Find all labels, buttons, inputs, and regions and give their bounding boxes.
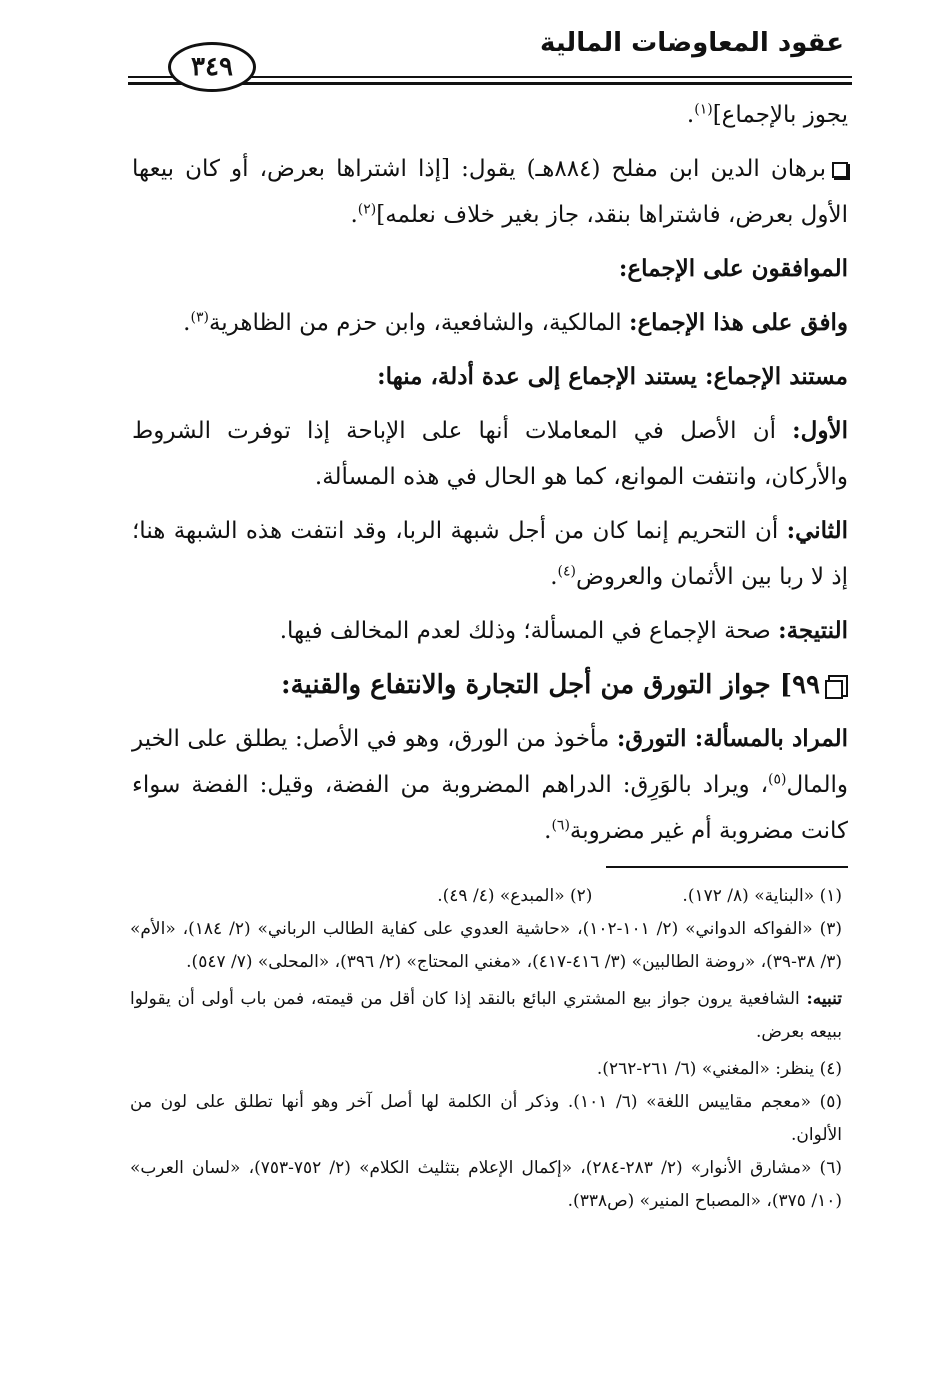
text: صحة الإجماع في المسألة؛ وذلك لعدم المخالف فيها. (279, 618, 779, 644)
text: . (350, 202, 358, 228)
footnote-row (130, 880, 842, 913)
term: التورق: (616, 725, 695, 752)
footnote-5: (٥) «معجم مقاييس اللغة» (٦/ ١٠١). وذكر أن الكلمة لها أصل آخر وهو أنها تطلق على لون من الألوان. (130, 1092, 842, 1145)
footnote-ref[interactable]: (٦) (551, 817, 570, 834)
text: . (550, 564, 558, 590)
lead: الأول: (792, 417, 848, 444)
text: أن الأصل في المعاملات أنها على الإباحة إذا توفرت الشروط والأركان، وانتفت الموانع، كما هو الحال في هذه المسألة. (132, 418, 848, 490)
book-icon (828, 675, 848, 697)
footnote-3: (٣) «الفواكه الدواني» (٢/ ١٠١-١٠٢)، «حاشية العدوي على كفاية الطالب الرباني» (٢/ ١٨٤)، «الأم» (٣/ ٣٨-٣٩)، «روضة الطالبين» (٣/ ٤١٦-٤١٧)، «مغني المحتاج» (٢/ ٣٩٦)، «المحلى» (٧/ ٥٤٧). (130, 919, 842, 972)
section-heading (132, 662, 848, 708)
paragraph-result (132, 608, 848, 654)
footnotes (130, 880, 842, 1218)
lead: وافق على هذا الإجماع: (628, 309, 848, 336)
footnote-4: (٤) ينظر: «المغني» (٦/ ٢٦١-٢٦٢). (596, 1059, 842, 1079)
footnote-1: (١) «البناية» (٨/ ١٧٢). (682, 886, 842, 906)
paragraph-second-evidence (132, 508, 848, 600)
text: المالكية، والشافعية، وابن حزم من الظاهرية (208, 310, 629, 336)
heading-agreeing: الموافقون على الإجماع: (618, 255, 848, 282)
note-lead: تنبيه: (806, 989, 842, 1009)
book-title: عقود المعاوضات المالية (540, 28, 844, 58)
note-text: الشافعية يرون جواز بيع المشتري البائع بالنقد إذا كان أقل من قيمته، فمن باب أولى أن يقولوا ببيعه بعرض. (130, 989, 842, 1042)
footnote-separator (606, 866, 848, 868)
paragraph-first-evidence (132, 408, 848, 500)
text: يجوز بالإجماع] (712, 102, 848, 128)
paragraph-meaning (132, 716, 848, 854)
heading-basis: مستند الإجماع: يستند الإجماع إلى عدة أدلة، منها: (377, 363, 848, 390)
text: . (183, 310, 191, 336)
text: مأخوذ من الورق، وهو في الأصل: يطلق على الخير والمال (132, 726, 848, 798)
lead: المراد بالمسألة: (694, 725, 849, 752)
footnote-ref[interactable]: (٤) (557, 563, 577, 580)
main-text (132, 92, 848, 854)
paragraph-consensus-end (132, 92, 848, 138)
text: . (686, 102, 695, 128)
page-number: ٣٤٩ (168, 42, 256, 92)
footnote-ref[interactable]: (١) (694, 101, 713, 118)
footnote-6: (٦) «مشارق الأنوار» (٢/ ٢٨٣-٢٨٤)، «إكمال الإعلام بتثليث الكلام» (٢/ ٧٥٢-٧٥٣)، «لسان العرب» (١٠/ ٣٧٥)، «المصباح المنير» (ص٣٣٨). (130, 1158, 842, 1211)
paragraph-ibn-muflih (132, 146, 848, 238)
text: أن التحريم إنما كان من أجل شبهة الربا، وقد انتفت هذه الشبهة هنا؛ إذ لا ربا بين الأثمان والعروض (132, 518, 848, 590)
paragraph-agreeing (132, 300, 848, 346)
footnote-ref[interactable]: (٥) (768, 771, 787, 788)
footnote-2: (٢) «المبدع» (٤/ ٤٩). (437, 886, 593, 906)
lead: الثاني: (786, 517, 848, 544)
text: برهان الدين ابن مفلح (٨٨٤هـ) يقول: [إذا اشتراها بعرض، أو كان بيعها الأول بعرض، فاشتراها بنقد، جاز بغير خلاف نعلمه] (132, 156, 848, 228)
lead: النتيجة: (778, 617, 848, 644)
footnote-note (130, 983, 842, 1049)
text: . (544, 818, 552, 844)
checkbox-icon (832, 162, 848, 178)
text: ، ويراد بالوَرِق: الدراهم المضروبة من الفضة، وقيل: الفضة سواء كانت مضروبة أم غير مضروبة (132, 772, 848, 844)
page-header (128, 20, 852, 90)
section-title: ٩٩] جواز التورق من أجل التجارة والانتفاع والقنية: (281, 670, 820, 700)
footnote-ref[interactable]: (٢) (357, 201, 377, 218)
footnote-ref[interactable]: (٣) (190, 309, 209, 326)
